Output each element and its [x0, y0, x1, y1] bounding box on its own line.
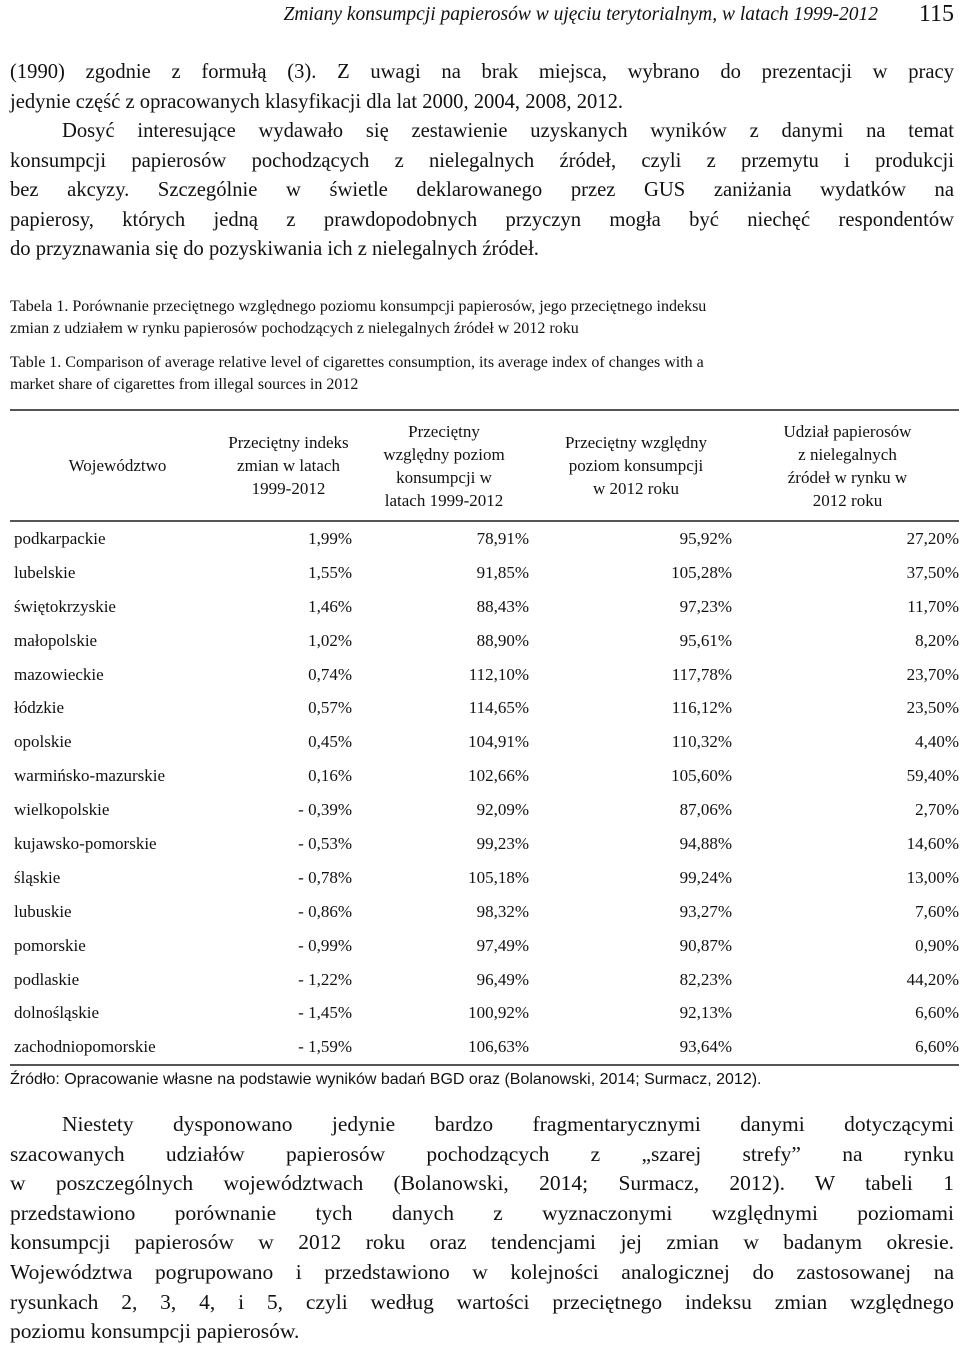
- cell-value: - 0,39%: [298, 800, 352, 820]
- text-line: (1990) zgodnie z formułą (3). Z uwagi na brak miejsca, wybrano do prezentacji w pracy: [10, 61, 954, 83]
- header-line: Udział papierosów: [783, 421, 912, 441]
- cell-value: 1,99%: [308, 528, 352, 548]
- cell-value: 8,20%: [915, 630, 959, 650]
- cell-value: 97,49%: [476, 935, 529, 955]
- cell-value: 112,10%: [468, 664, 529, 684]
- text-line: Dosyć interesujące wydawało się zestawienie uzyskanych wyników z danymi na temat: [62, 120, 954, 142]
- text-line: Niestety dysponowano jedynie bardzo fragmentarycznymi danymi dotyczącymi: [62, 1112, 954, 1136]
- table-caption-polish: [10, 296, 954, 340]
- header-line: poziom konsumpcji: [568, 456, 704, 475]
- cell-value: 105,28%: [671, 562, 732, 582]
- cell-value: 0,45%: [308, 732, 352, 752]
- cell-value: 0,16%: [308, 766, 352, 786]
- header-line: w 2012 roku: [593, 479, 679, 498]
- cell-value: 59,40%: [906, 766, 959, 786]
- cell-value: 23,70%: [906, 664, 959, 684]
- cell-value: 78,91%: [476, 528, 529, 548]
- cell-value: 117,78%: [671, 664, 732, 684]
- header-level-2012: [536, 410, 736, 521]
- table-row: [10, 793, 959, 827]
- header-line: 1999-2012: [251, 479, 326, 498]
- cell-voivodeship: podkarpackie: [14, 528, 106, 548]
- cell-value: 23,50%: [906, 698, 959, 718]
- cell-value: 92,13%: [679, 1003, 732, 1023]
- table-row: [10, 590, 959, 624]
- cell-value: - 0,99%: [298, 935, 352, 955]
- table-row: [10, 861, 959, 895]
- cell-value: 7,60%: [915, 901, 959, 921]
- cell-value: 105,60%: [671, 766, 732, 786]
- cell-value: 95,61%: [679, 630, 732, 650]
- cell-value: 88,43%: [476, 596, 529, 616]
- caption-line: Table 1. Comparison of average relative level of cigarettes consumption, its average index of changes with a: [10, 354, 704, 371]
- cell-value: 13,00%: [906, 867, 959, 887]
- text-line: papierosy, których jedną z prawdopodobnych przyczyn mogła być niechęć respondentów: [10, 208, 954, 231]
- paragraph-intro: [10, 58, 954, 117]
- cell-value: 93,64%: [536, 1030, 736, 1065]
- source-note: Źródło: Opracowanie własne na podstawie wyników badań BGD oraz (Bolanowski, 2014; Surmacz, 2012).: [10, 1071, 762, 1088]
- cell-value: 104,91%: [468, 732, 529, 752]
- cell-value: 94,88%: [679, 833, 732, 853]
- header-line: Przeciętny: [408, 421, 480, 441]
- cell-value: 105,18%: [468, 867, 529, 887]
- cell-value: - 0,86%: [298, 901, 352, 921]
- cell-voivodeship: wielkopolskie: [14, 800, 110, 820]
- header-line: źródeł w rynku w: [787, 467, 908, 487]
- cell-value: 116,12%: [671, 698, 732, 718]
- cell-value: 99,23%: [476, 833, 529, 853]
- running-header: [0, 2, 954, 32]
- paragraph-grey-zone: [10, 1110, 954, 1347]
- caption-line: Tabela 1. Porównanie przeciętnego względnego poziomu konsumpcji papierosów, jego przeciętnego indeksu: [10, 298, 707, 315]
- cell-value: - 0,78%: [298, 867, 352, 887]
- header-line: zmian w latach: [237, 456, 340, 475]
- cell-voivodeship: warmińsko-mazurskie: [14, 766, 166, 786]
- data-table: [10, 409, 959, 1066]
- text-line: rysunkach 2, 3, 4, i 5, czyli według wartości przeciętnego indeksu zmian względnego: [10, 1289, 954, 1314]
- text-line: konsumpcji papierosów pochodzących z nielegalnych źródeł, czyli z przemytu i produkcji: [10, 149, 954, 172]
- cell-value: 110,32%: [671, 732, 732, 752]
- cell-value: 1,02%: [308, 630, 352, 650]
- header-line: względny poziom: [383, 444, 505, 464]
- header-line: latach 1999-2012: [384, 490, 504, 510]
- cell-value: 97,23%: [679, 596, 732, 616]
- cell-value: 102,66%: [468, 766, 529, 786]
- cell-value: 27,20%: [906, 528, 959, 548]
- cell-value: 93,27%: [679, 901, 732, 921]
- table-row: [10, 556, 959, 590]
- table-row: [10, 624, 959, 658]
- cell-value: 6,60%: [736, 1030, 959, 1065]
- paragraph-illegal-sources: [10, 117, 954, 265]
- text-line: jedynie część z opracowanych klasyfikacji dla lat 2000, 2004, 2008, 2012.: [10, 90, 624, 113]
- cell-voivodeship: świętokrzyskie: [14, 596, 116, 616]
- cell-value: 88,90%: [476, 630, 529, 650]
- text-line: bez akcyzy. Szczególnie w świetle deklarowanego przez GUS zaniżania wydatków na: [10, 179, 954, 202]
- cell-voivodeship: małopolskie: [14, 630, 98, 650]
- cell-value: 11,70%: [907, 596, 959, 616]
- cell-value: 106,63%: [352, 1030, 536, 1065]
- cell-value: 6,60%: [915, 1003, 959, 1023]
- table-row: [10, 725, 959, 759]
- table-row: [10, 521, 959, 556]
- text-line: poziomu konsumpcji papierosów.: [10, 1319, 300, 1344]
- text-line: do przyznawania się do pozyskiwania ich z nielegalnych źródeł.: [10, 238, 539, 261]
- caption-line: market share of cigarettes from illegal sources in 2012: [10, 376, 359, 393]
- header-avg-level-1999-2012: [352, 410, 536, 521]
- table-row: [10, 1030, 959, 1065]
- cell-voivodeship: podlaskie: [14, 969, 80, 989]
- header-line: Województwo: [68, 456, 167, 475]
- table-row: [10, 691, 959, 725]
- cell-value: - 1,22%: [298, 969, 352, 989]
- caption-line: zmian z udziałem w rynku papierosów pochodzących z nielegalnych źródeł w 2012 roku: [10, 320, 579, 337]
- cell-value: - 0,53%: [298, 833, 352, 853]
- table-row: [10, 895, 959, 929]
- cell-voivodeship: lubelskie: [14, 562, 76, 582]
- page-number: 115: [918, 1, 954, 27]
- cell-value: 2,70%: [915, 800, 959, 820]
- header-line: Przeciętny indeks: [228, 433, 349, 452]
- header-voivodeship: [10, 410, 225, 521]
- cell-value: 114,65%: [468, 698, 529, 718]
- cell-voivodeship: opolskie: [14, 732, 72, 752]
- table-header-row: [10, 410, 959, 521]
- header-line: Przeciętny względny: [564, 433, 708, 452]
- header-line: z nielegalnych: [798, 444, 897, 464]
- cell-value: 98,32%: [476, 901, 529, 921]
- cell-value: - 1,45%: [298, 1003, 352, 1023]
- cell-value: 95,92%: [679, 528, 732, 548]
- text-line: konsumpcji papierosów w 2012 roku oraz tendencjami jej zmian w badanym okresie.: [10, 1230, 954, 1255]
- table-row: [10, 658, 959, 692]
- header-avg-index: [225, 410, 352, 521]
- cell-value: 44,20%: [906, 969, 959, 989]
- cell-voivodeship: zachodniopomorskie: [10, 1030, 225, 1065]
- header-illegal-share: [736, 410, 959, 521]
- cell-value: 0,57%: [308, 698, 352, 718]
- cell-voivodeship: mazowieckie: [14, 664, 104, 684]
- table-row: [10, 963, 959, 997]
- cell-value: 0,90%: [915, 935, 959, 955]
- cell-voivodeship: łódzkie: [14, 698, 65, 718]
- cell-value: - 1,59%: [225, 1030, 352, 1065]
- cell-value: 96,49%: [476, 969, 529, 989]
- cell-value: 99,24%: [679, 867, 732, 887]
- cell-value: 82,23%: [679, 969, 732, 989]
- text-line: przedstawiono porównanie tych danych z wyznaczonymi względnymi poziomami: [10, 1200, 954, 1225]
- cell-value: 37,50%: [906, 562, 959, 582]
- header-line: konsumpcji w: [396, 467, 492, 487]
- text-line: w poszczególnych województwach (Bolanowski, 2014; Surmacz, 2012). W tabeli 1: [10, 1171, 954, 1196]
- cell-value: 100,92%: [468, 1003, 529, 1023]
- cell-value: 1,46%: [308, 596, 352, 616]
- table-row: [10, 996, 959, 1030]
- cell-value: 4,40%: [915, 732, 959, 752]
- table-row: [10, 929, 959, 963]
- cell-voivodeship: lubuskie: [14, 901, 72, 921]
- cell-value: 92,09%: [476, 800, 529, 820]
- text-line: szacowanych udziałów papierosów pochodzących z „szarej strefy” na rynku: [10, 1141, 954, 1166]
- running-title: Zmiany konsumpcji papierosów w ujęciu terytorialnym, w latach 1999-2012: [283, 4, 878, 25]
- cell-voivodeship: pomorskie: [14, 935, 86, 955]
- cell-voivodeship: dolnośląskie: [14, 1003, 99, 1023]
- cell-value: 87,06%: [679, 800, 732, 820]
- table-row: [10, 827, 959, 861]
- header-line: 2012 roku: [812, 490, 883, 510]
- cell-value: 90,87%: [679, 935, 732, 955]
- cell-value: 0,74%: [308, 664, 352, 684]
- table-caption-english: [10, 352, 954, 396]
- cell-value: 1,55%: [308, 562, 352, 582]
- table-row: [10, 759, 959, 793]
- cell-voivodeship: śląskie: [14, 867, 61, 887]
- text-line: Województwa pogrupowano i przedstawiono w kolejności analogicznej do zastosowanej na: [10, 1259, 954, 1284]
- cell-voivodeship: kujawsko-pomorskie: [14, 833, 157, 853]
- cell-value: 14,60%: [906, 833, 959, 853]
- cell-value: 91,85%: [476, 562, 529, 582]
